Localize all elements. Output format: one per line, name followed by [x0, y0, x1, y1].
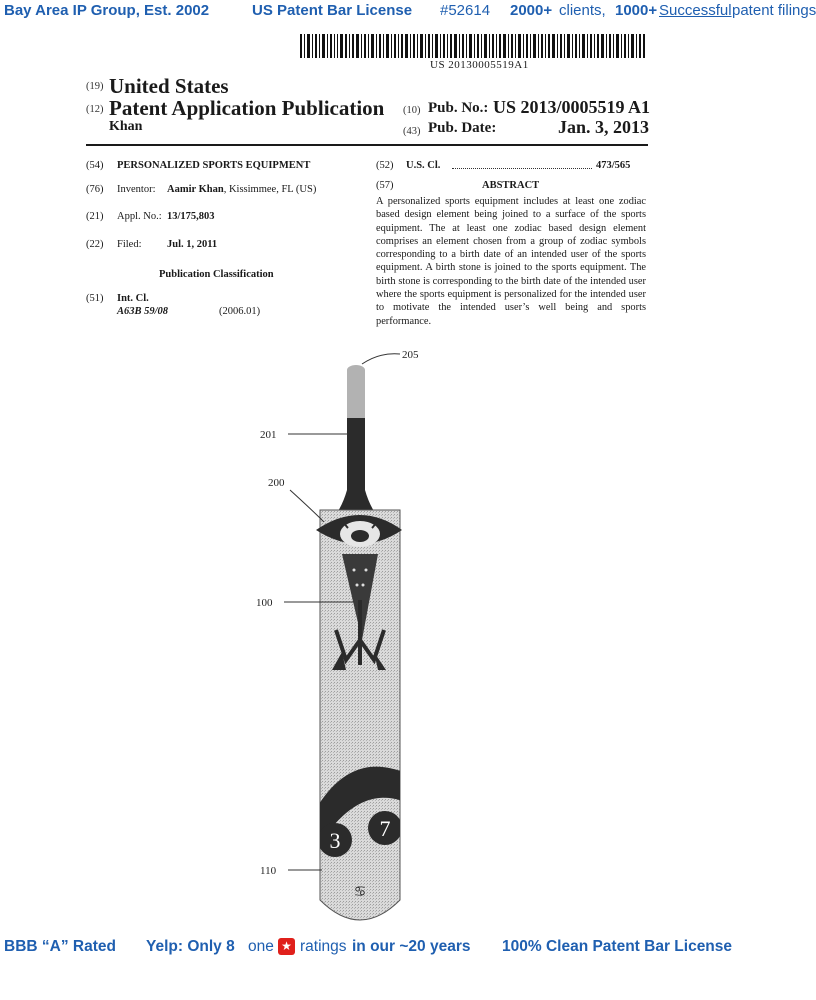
header-rule [86, 144, 648, 146]
ref-100: 100 [256, 597, 273, 609]
clean-license: 100% Clean Patent Bar License [502, 938, 733, 955]
yelp-years: in our ~20 years [352, 938, 471, 955]
inventor [167, 184, 316, 195]
inventor-surname: Khan [109, 119, 143, 134]
star-icon: ★ [278, 938, 295, 955]
code-12: (12) [86, 104, 104, 115]
intcl-version: (2006.01) [219, 306, 261, 317]
intcl-label: Int. Cl. [117, 293, 149, 304]
zodiac-glyph: ♋ [353, 884, 367, 900]
filings-count: 1000+ [615, 2, 658, 19]
uscl-value: 473/565 [596, 160, 631, 171]
clients-text: clients, [559, 2, 606, 19]
ref-200: 200 [268, 477, 285, 489]
top-banner [0, 2, 816, 22]
code-76: (76) [86, 184, 104, 195]
bat-figure [250, 340, 490, 930]
license-label: US Patent Bar License [252, 2, 413, 19]
code-51: (51) [86, 293, 104, 304]
pub-no: US 2013/0005519 A1 [493, 97, 651, 117]
code-21: (21) [86, 211, 104, 222]
intcl-code: A63B 59/08 [117, 306, 169, 317]
publication-type: Patent Application Publication [109, 96, 385, 120]
yelp-ratings: ratings [300, 938, 347, 955]
code-57: (57) [376, 180, 394, 191]
yelp-prefix: Yelp: Only 8 [146, 938, 235, 955]
code-43: (43) [403, 126, 421, 137]
country: United States [109, 74, 229, 98]
code-52: (52) [376, 160, 394, 171]
clients-count: 2000+ [510, 2, 553, 19]
uscl-leader [452, 168, 592, 169]
classification-heading: Publication Classification [159, 269, 274, 280]
abstract-heading: ABSTRACT [482, 180, 540, 191]
yelp-one: one [248, 938, 274, 955]
code-22: (22) [86, 239, 104, 250]
bbb-rating: BBB “A” Rated [4, 938, 116, 955]
successful-link[interactable]: Successful [659, 2, 732, 19]
ref-201: 201 [260, 429, 277, 441]
birth-digit-left: 3 [329, 828, 341, 853]
inventor-label: Inventor: [117, 184, 156, 195]
pub-date-label: Pub. Date: [428, 120, 497, 136]
bat-handle [322, 365, 390, 530]
inventor-location: , Kissimmee, FL (US) [223, 184, 317, 195]
pub-no-label: Pub. No.: [428, 100, 489, 116]
ref-110: 110 [260, 865, 277, 877]
birth-digit-right: 7 [379, 816, 391, 841]
appl-label: Appl. No.: [117, 211, 162, 222]
bottom-banner [0, 938, 762, 960]
pub-date: Jan. 3, 2013 [558, 117, 650, 137]
inventor-name: Aamir Khan [167, 184, 224, 195]
abstract-text: A personalized sports equipment includes at least one zodiac based design element being joined to a surface of the sports equipment. The at least one zodiac based design element comprises an element chosen from a group of zodiac symbols corresponding to a birth date of an intended user of the sports equipment. A birth stone is joined to the sports equipment. The birth stone is corresponding to the birth date of the intended user where the sports equipment is personalized for the intended user to motivate the intended user’s well being and sports performance. [376, 196, 646, 327]
filed-label: Filed: [117, 239, 142, 250]
firm-name: Bay Area IP Group, Est. 2002 [4, 2, 210, 19]
appl-no: 13/175,803 [167, 211, 215, 222]
barcode [300, 34, 645, 58]
filings-text: patent filings [732, 2, 816, 19]
code-10: (10) [403, 105, 421, 116]
license-number: #52614 [440, 2, 491, 19]
barcode-number: US 20130005519A1 [430, 59, 529, 71]
invention-title: PERSONALIZED SPORTS EQUIPMENT [117, 160, 311, 171]
code-19: (19) [86, 81, 104, 92]
ref-205: 205 [402, 349, 419, 361]
filed-date: Jul. 1, 2011 [167, 239, 218, 250]
code-54: (54) [86, 160, 104, 171]
uscl-label: U.S. Cl. [406, 160, 441, 171]
